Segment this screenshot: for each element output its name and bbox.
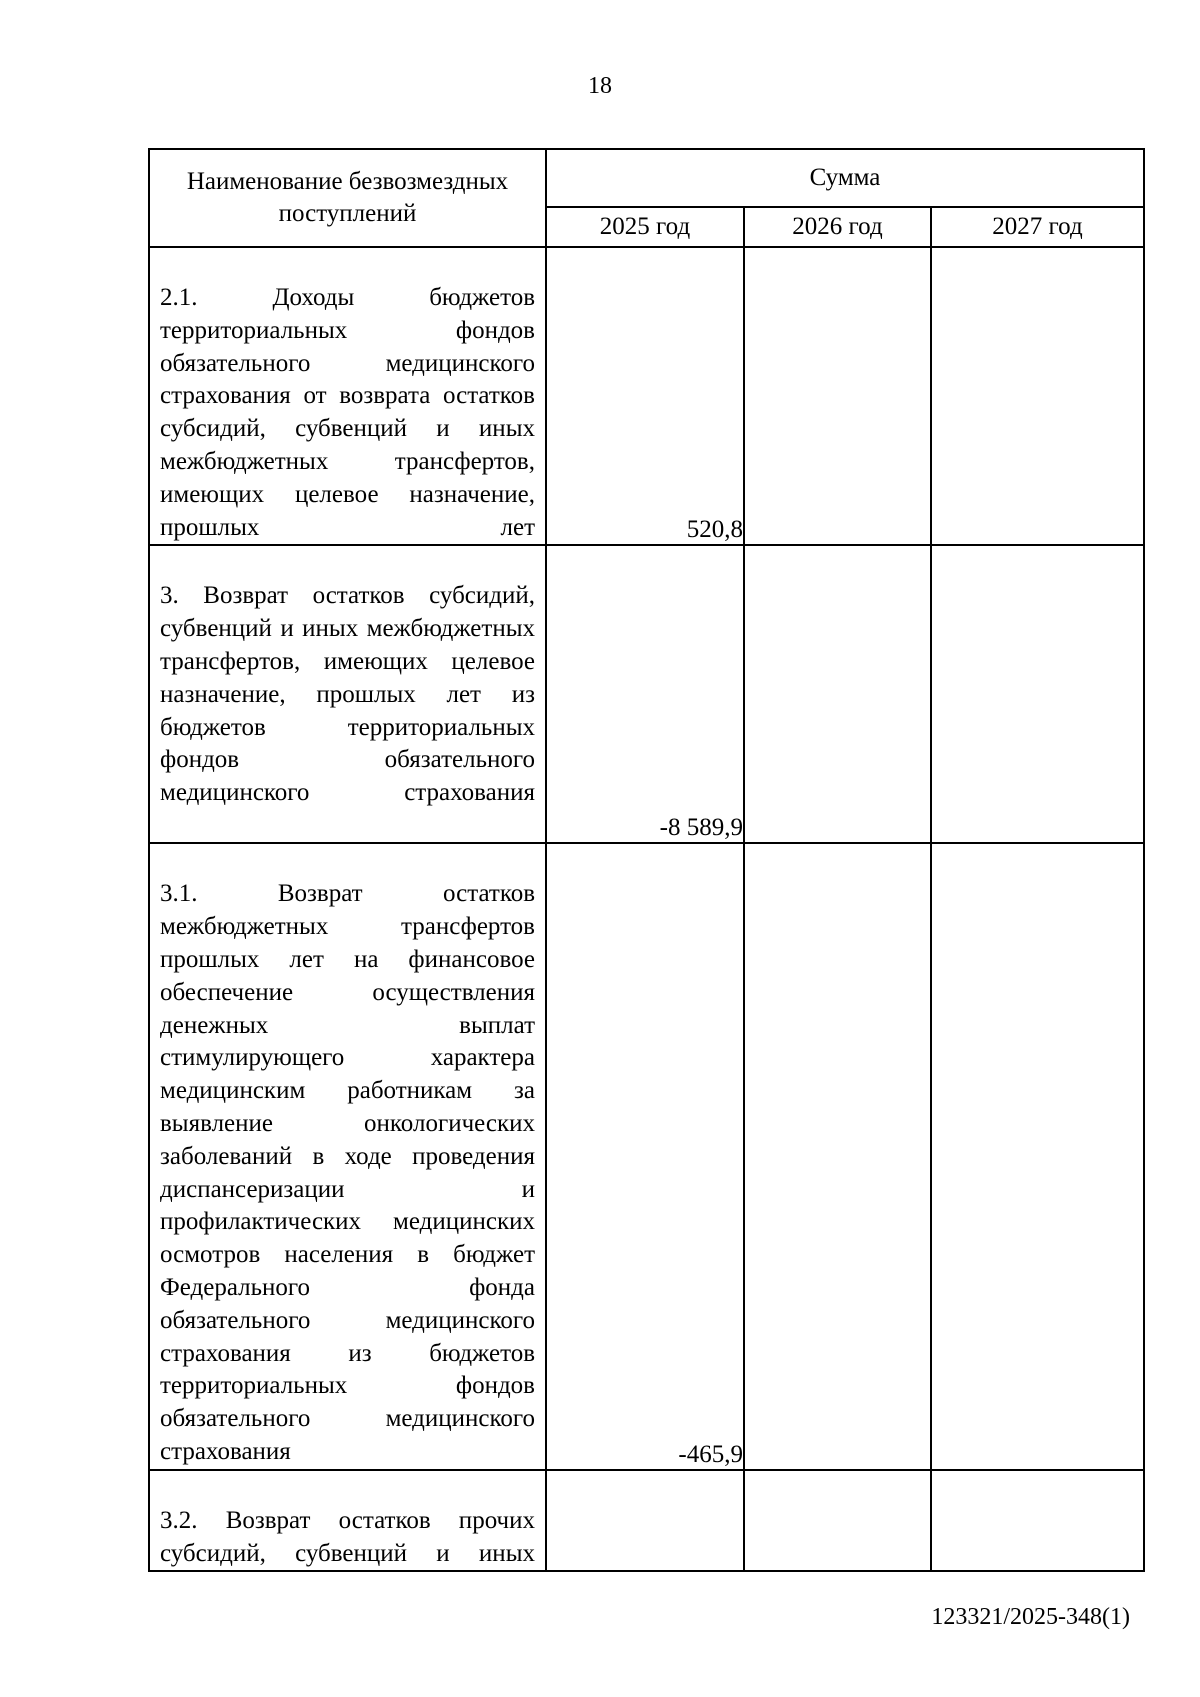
row-value-2027 — [931, 247, 1144, 545]
table-row — [149, 1470, 1144, 1572]
header-year-2026: 2026 год — [744, 207, 931, 247]
revenue-table — [148, 148, 1145, 1572]
row-value-2025: -465,9 — [546, 843, 744, 1469]
header-sum-column: Сумма — [546, 149, 1144, 207]
row-description: 3. Возврат остатков субсидий, субвенций и иных межбюджетных трансфертов, имеющих целевое назначение, прошлых лет из бюджетов территориальных фондов обязательного медицинского страхования — [149, 545, 546, 843]
header-year-2027: 2027 год — [931, 207, 1144, 247]
row-value-2027 — [931, 1470, 1144, 1572]
row-value-2026 — [744, 545, 931, 843]
table-row — [149, 545, 1144, 843]
row-value-2025: 520,8 — [546, 247, 744, 545]
row-description: 3.2. Возврат остатков прочих субсидий, субвенций и иных — [149, 1470, 546, 1572]
table-row — [149, 247, 1144, 545]
table-header-row — [149, 149, 1144, 207]
row-value-2026 — [744, 247, 931, 545]
row-value-2026 — [744, 843, 931, 1469]
table-row — [149, 843, 1144, 1469]
row-value-2025: -8 589,9 — [546, 545, 744, 843]
row-value-2027 — [931, 545, 1144, 843]
row-value-2026 — [744, 1470, 931, 1572]
header-year-2025: 2025 год — [546, 207, 744, 247]
page-number: 18 — [588, 73, 612, 99]
row-description: 2.1. Доходы бюджетов территориальных фондов обязательного медицинского страхования от возврата остатков субсидий, субвенций и иных межбюджетных трансфертов, имеющих целевое назначение, прошлых лет — [149, 247, 546, 545]
row-value-2027 — [931, 843, 1144, 1469]
row-description: 3.1. Возврат остатков межбюджетных трансфертов прошлых лет на финансовое обеспечение осуществления денежных выплат стимулирующего характера медицинским работникам за выявление онкологических заболеваний в ходе проведения диспансеризации и профилактических медицинских осмотров населения в бюджет Федерального фонда обязательного медицинского страхования из бюджетов территориальных фондов обязательного медицинского страхования — [149, 843, 546, 1469]
header-name-column: Наименование безвозмездных поступлений — [149, 149, 546, 247]
document-code: 123321/2025-348(1) — [931, 1604, 1130, 1630]
row-value-2025 — [546, 1470, 744, 1572]
